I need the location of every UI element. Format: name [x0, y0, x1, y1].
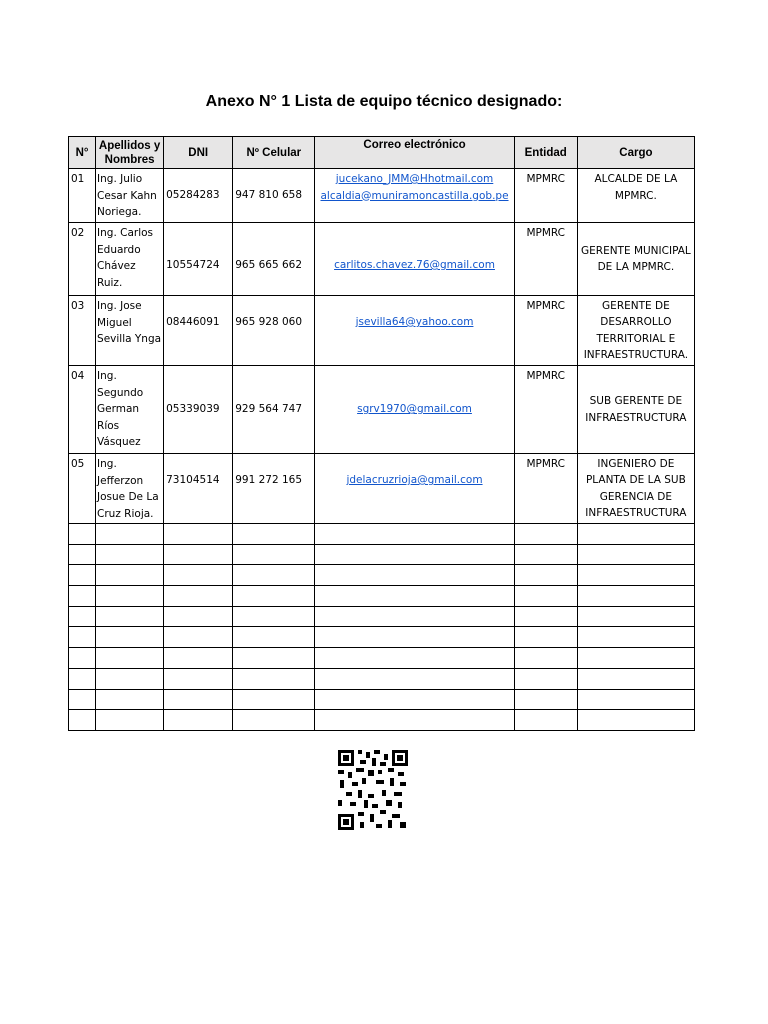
empty-cell: [96, 668, 164, 689]
email-link[interactable]: carlitos.chavez.76@gmail.com: [334, 259, 495, 271]
empty-cell: [315, 627, 514, 648]
row-entidad: MPMRC: [514, 169, 577, 223]
row-email-cell: [315, 169, 514, 223]
empty-cell: [96, 627, 164, 648]
empty-cell: [577, 648, 694, 669]
email-link-secondary[interactable]: alcaldia@muniramoncastilla.gob.pe: [320, 189, 509, 202]
row-email-cell: [315, 223, 514, 296]
empty-cell: [514, 606, 577, 627]
email-link[interactable]: jsevilla64@yahoo.com: [355, 316, 474, 328]
row-cargo: GERENTE DE DESARROLLO TERRITORIAL E INFRAESTRUCTURA.: [577, 296, 694, 366]
row-num: 05: [69, 454, 96, 524]
empty-cell: [514, 544, 577, 565]
table-row: [69, 223, 695, 296]
empty-cell: [69, 565, 96, 586]
row-dni: 08446091: [164, 296, 233, 366]
empty-cell: [577, 710, 694, 731]
empty-cell: [96, 710, 164, 731]
empty-cell: [69, 524, 96, 545]
empty-cell: [96, 524, 164, 545]
empty-cell: [69, 544, 96, 565]
table-row: [69, 169, 695, 223]
row-names: Ing. Julio Cesar Kahn Noriega.: [96, 169, 164, 223]
empty-table-row: [69, 606, 695, 627]
empty-cell: [233, 586, 315, 607]
empty-cell: [577, 689, 694, 710]
empty-table-row: [69, 710, 695, 731]
empty-cell: [233, 648, 315, 669]
empty-cell: [164, 648, 233, 669]
empty-cell: [69, 710, 96, 731]
empty-cell: [164, 544, 233, 565]
empty-table-row: [69, 565, 695, 586]
row-num: 03: [69, 296, 96, 366]
row-dni: 10554724: [164, 223, 233, 296]
empty-cell: [577, 565, 694, 586]
empty-cell: [577, 544, 694, 565]
row-entidad: MPMRC: [514, 296, 577, 366]
row-entidad: MPMRC: [514, 454, 577, 524]
row-cel: 965 665 662: [233, 223, 315, 296]
page-title: Anexo N° 1 Lista de equipo técnico designado:: [205, 93, 563, 110]
empty-cell: [96, 648, 164, 669]
empty-cell: [96, 565, 164, 586]
empty-cell: [96, 544, 164, 565]
empty-cell: [577, 668, 694, 689]
empty-cell: [233, 544, 315, 565]
empty-cell: [514, 524, 577, 545]
row-names: Ing. Jose Miguel Sevilla Ynga: [96, 296, 164, 366]
empty-cell: [315, 648, 514, 669]
email-link[interactable]: jucekano_JMM@Hhotmail.com: [335, 173, 494, 185]
empty-cell: [514, 586, 577, 607]
empty-cell: [315, 668, 514, 689]
empty-cell: [514, 565, 577, 586]
table-row: [69, 454, 695, 524]
row-cel: 991 272 165: [233, 454, 315, 524]
empty-cell: [514, 627, 577, 648]
header-entidad: Entidad: [514, 137, 577, 169]
table-row: [69, 366, 695, 454]
empty-cell: [514, 668, 577, 689]
row-email-cell: [315, 296, 514, 366]
empty-cell: [164, 668, 233, 689]
email-link[interactable]: sgrv1970@gmail.com: [357, 403, 472, 416]
empty-cell: [69, 627, 96, 648]
empty-cell: [233, 524, 315, 545]
empty-cell: [164, 627, 233, 648]
empty-cell: [164, 710, 233, 731]
row-cargo: INGENIERO DE PLANTA DE LA SUB GERENCIA DE INFRAESTRUCTURA: [577, 454, 694, 524]
empty-cell: [315, 565, 514, 586]
empty-table-row: [69, 544, 695, 565]
empty-cell: [315, 524, 514, 545]
row-cel: 929 564 747: [233, 366, 315, 454]
empty-cell: [315, 710, 514, 731]
row-cel: 947 810 658: [233, 169, 315, 223]
row-dni: 73104514: [164, 454, 233, 524]
row-email-cell: [315, 454, 514, 524]
empty-cell: [315, 606, 514, 627]
empty-cell: [233, 668, 315, 689]
header-cargo: Cargo: [577, 137, 694, 169]
empty-table-row: [69, 627, 695, 648]
empty-cell: [233, 565, 315, 586]
empty-cell: [96, 586, 164, 607]
header-num: N°: [69, 137, 96, 169]
empty-rows: [69, 524, 695, 731]
empty-cell: [315, 689, 514, 710]
empty-cell: [233, 710, 315, 731]
row-num: 02: [69, 223, 96, 296]
empty-table-row: [69, 689, 695, 710]
empty-table-row: [69, 524, 695, 545]
empty-cell: [96, 689, 164, 710]
empty-cell: [577, 524, 694, 545]
empty-table-row: [69, 586, 695, 607]
empty-cell: [96, 606, 164, 627]
empty-cell: [514, 648, 577, 669]
empty-cell: [69, 648, 96, 669]
empty-cell: [164, 524, 233, 545]
row-dni: 05339039: [164, 366, 233, 454]
empty-cell: [69, 689, 96, 710]
header-names: Apellidos y Nombres: [96, 137, 164, 169]
empty-cell: [164, 586, 233, 607]
table-row: [69, 296, 695, 366]
row-num: 04: [69, 366, 96, 454]
empty-cell: [514, 689, 577, 710]
email-link[interactable]: jdelacruzrioja@gmail.com: [346, 474, 483, 486]
empty-cell: [164, 565, 233, 586]
row-num: 01: [69, 169, 96, 223]
qr-code: [338, 750, 408, 830]
row-dni: 05284283: [164, 169, 233, 223]
empty-cell: [164, 689, 233, 710]
empty-cell: [514, 710, 577, 731]
row-cargo: SUB GERENTE DE INFRAESTRUCTURA: [577, 366, 694, 454]
row-cel: 965 928 060: [233, 296, 315, 366]
row-email-cell: [315, 366, 514, 454]
empty-table-row: [69, 648, 695, 669]
empty-cell: [164, 606, 233, 627]
row-entidad: MPMRC: [514, 366, 577, 454]
empty-cell: [69, 606, 96, 627]
empty-cell: [315, 586, 514, 607]
empty-cell: [233, 606, 315, 627]
empty-cell: [69, 668, 96, 689]
header-dni: DNI: [164, 137, 233, 169]
row-names: Ing. Segundo German Ríos Vásquez: [96, 366, 164, 454]
empty-cell: [315, 544, 514, 565]
empty-table-row: [69, 668, 695, 689]
team-table: [68, 136, 695, 731]
empty-cell: [69, 586, 96, 607]
row-cargo: ALCALDE DE LA MPMRC.: [577, 169, 694, 223]
empty-cell: [577, 586, 694, 607]
row-cargo: GERENTE MUNICIPAL DE LA MPMRC.: [577, 223, 694, 296]
empty-cell: [233, 689, 315, 710]
table-header-row: [69, 137, 695, 169]
empty-cell: [577, 606, 694, 627]
empty-cell: [233, 627, 315, 648]
row-entidad: MPMRC: [514, 223, 577, 296]
empty-cell: [577, 627, 694, 648]
header-cel: Nº Celular: [233, 137, 315, 169]
row-names: Ing. Carlos Eduardo Chávez Ruiz.: [96, 223, 164, 296]
row-names: Ing. Jefferzon Josue De La Cruz Rioja.: [96, 454, 164, 524]
header-correo: Correo electrónico: [315, 137, 514, 169]
